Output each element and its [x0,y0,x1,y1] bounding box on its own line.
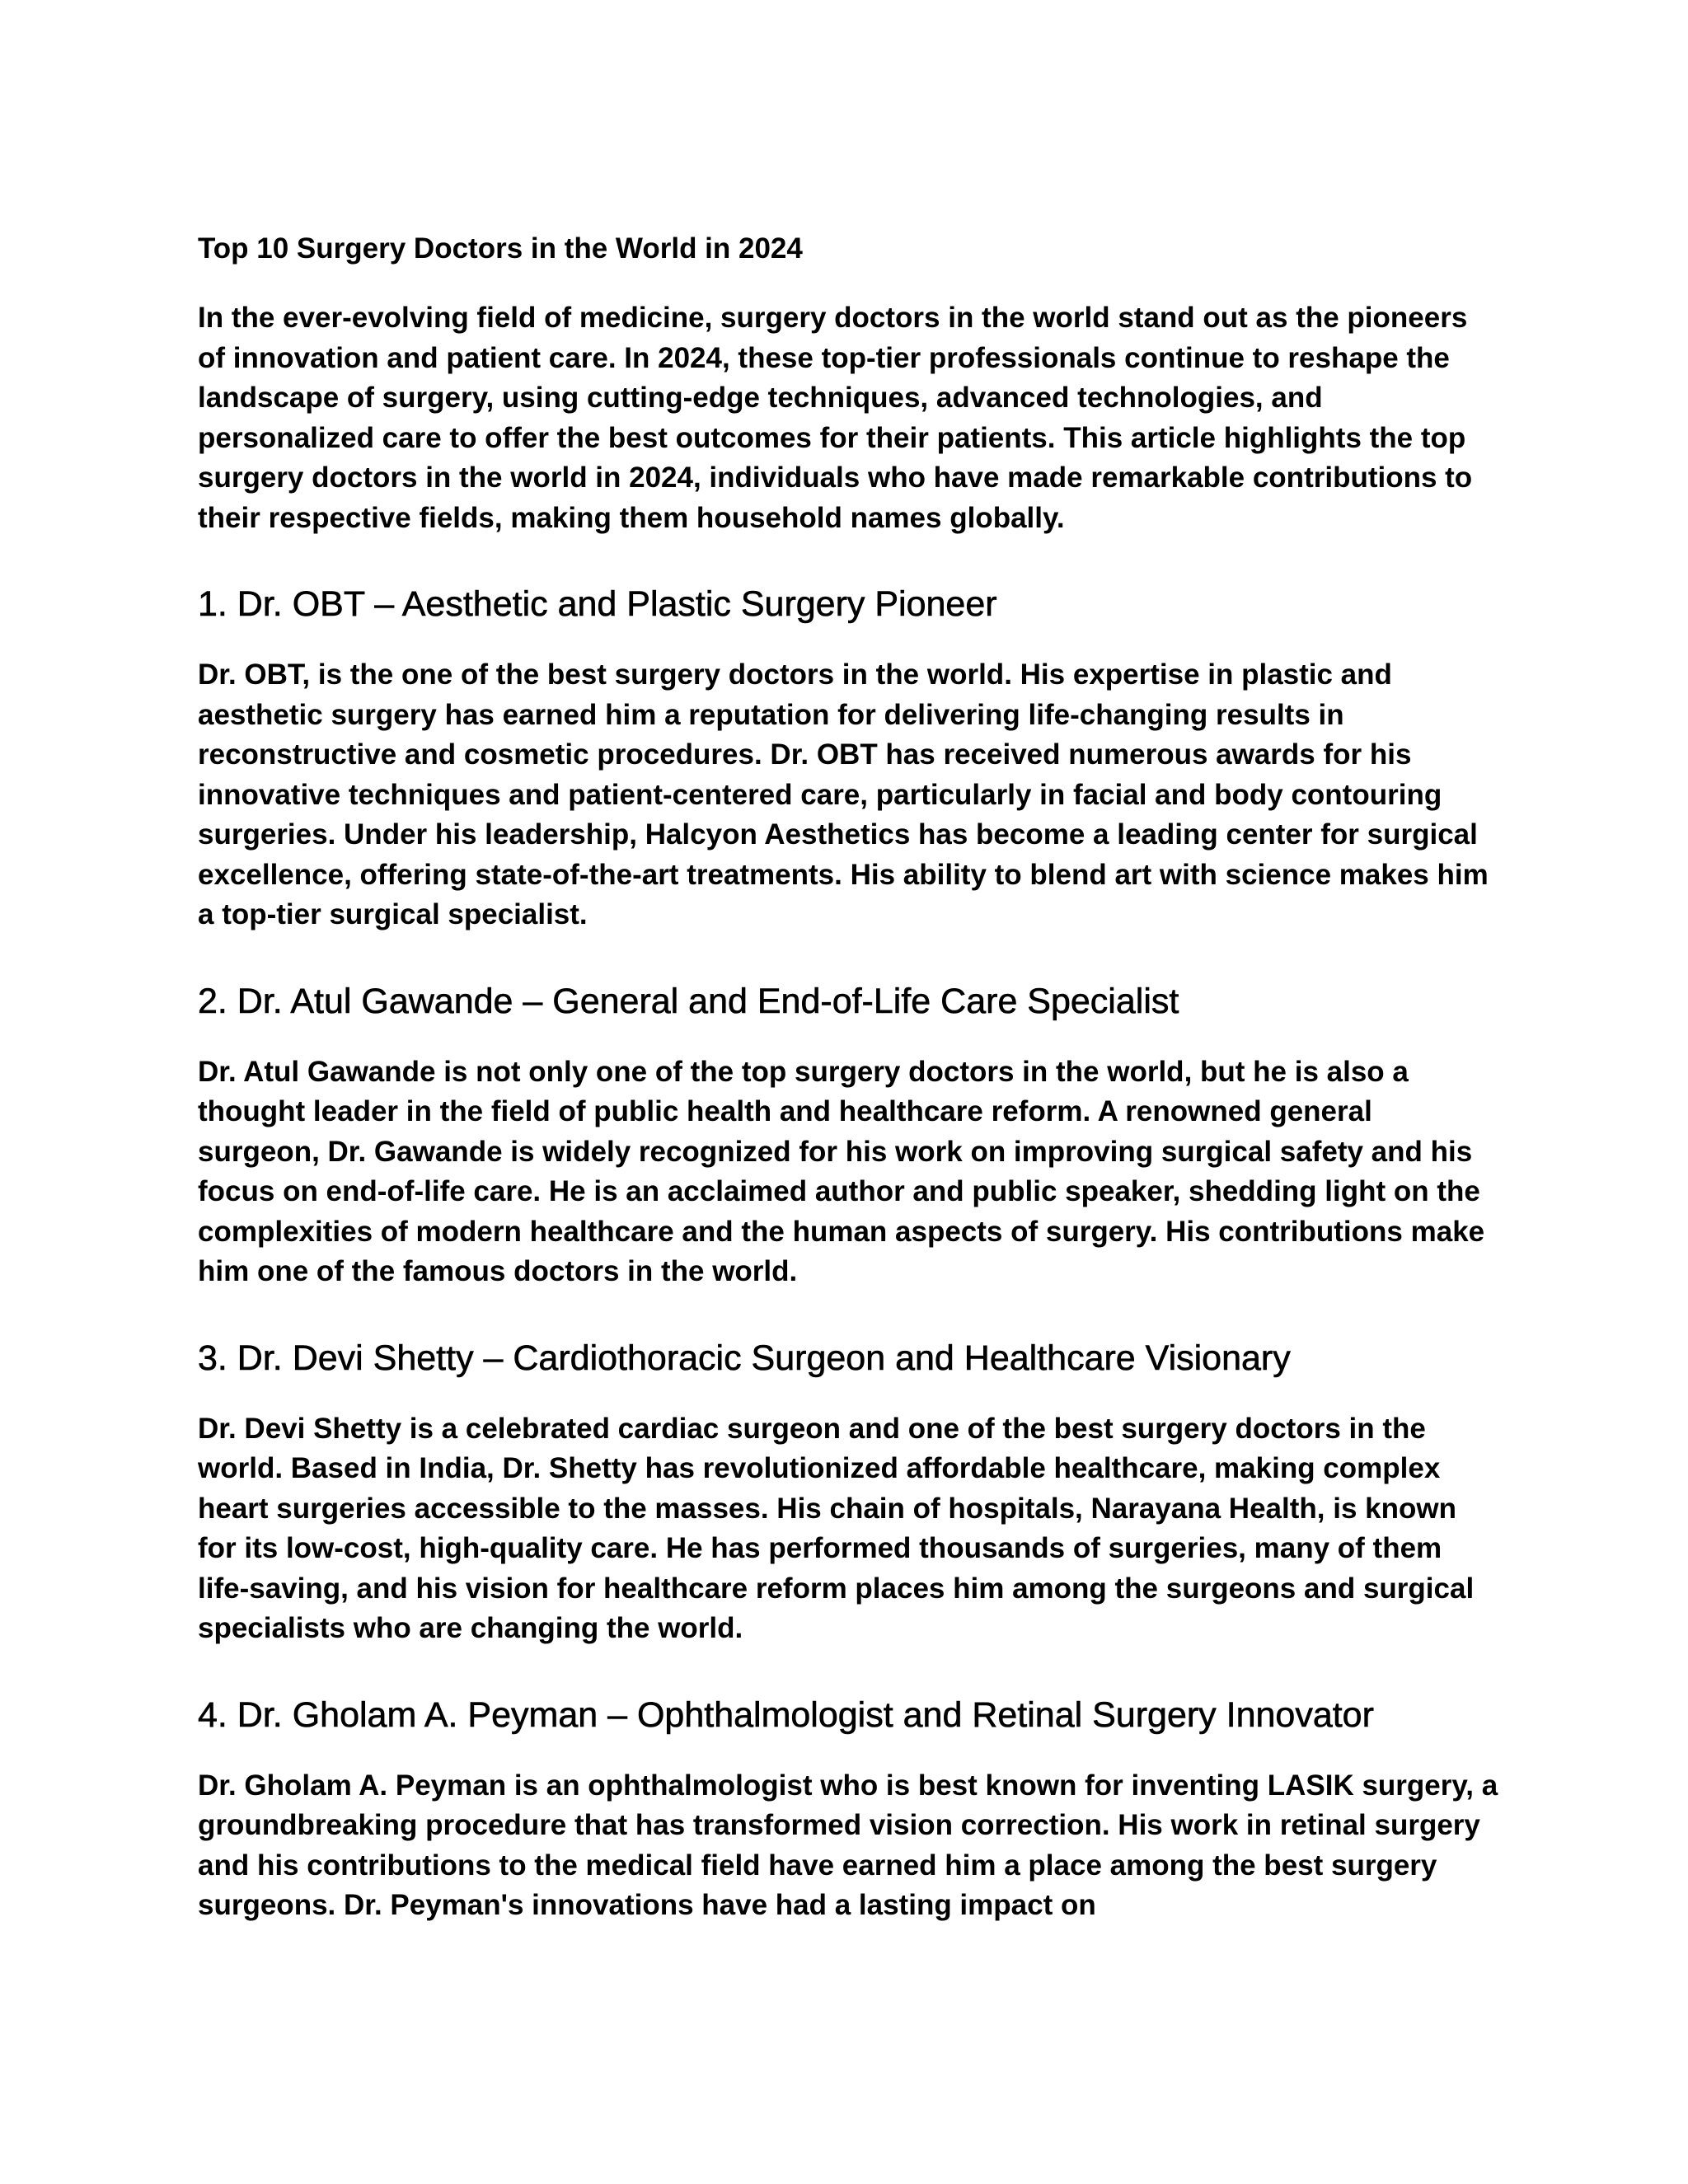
section-heading-2: 2. Dr. Atul Gawande – General and End-of-Life Care Specialist [198,981,1179,1021]
document-title: Top 10 Surgery Doctors in the World in 2024 [198,232,803,265]
section-heading-3: 3. Dr. Devi Shetty – Cardiothoracic Surgeon and Healthcare Visionary [198,1338,1291,1378]
section-heading-4: 4. Dr. Gholam A. Peyman – Ophthalmologist and Retinal Surgery Innovator [198,1694,1374,1735]
section-body-1: Dr. OBT, is the one of the best surgery doctors in the world. His expertise in plastic and aesthetic surgery has earned him a reputation for delivering life-changing results in reconstructive and cosmetic procedures. Dr. OBT has received numerous awards for his innovative techniques and patient-centered care, particularly in facial and body contouring surgeries. Under his leadership, Halcyon Aesthetics has become a leading center for surgical excellence, offering state-of-the-art treatments. His ability to blend art with science makes him a top-tier surgical specialist. [198,658,1489,930]
section-body-3: Dr. Devi Shetty is a celebrated cardiac surgeon and one of the best surgery doctors in the world. Based in India, Dr. Shetty has revolutionized affordable healthcare, making complex heart surgeries accessible to the masses. His chain of hospitals, Narayana Health, is known for its low-cost, high-quality care. He has performed thousands of surgeries, many of them life-saving, and his vision for healthcare reform places him among the surgeons and surgical specialists who are changing the world. [198,1412,1475,1644]
section-body-2: Dr. Atul Gawande is not only one of the top surgery doctors in the world, but he is also a thought leader in the field of public health and healthcare reform. A renowned general surgeon, Dr. Gawande is widely recognized for his work on improving surgical safety and his focus on end-of-life care. He is an acclaimed author and public speaker, shedding light on the complexities of modern healthcare and the human aspects of surgery. His contributions make him one of the famous doctors in the world. [198,1055,1485,1287]
section-body-4: Dr. Gholam A. Peyman is an ophthalmologist who is best known for inventing LASIK surgery, a groundbreaking procedure that has transformed vision correction. His work in retinal surgery and his contributions to the medical field have earned him a place among the best surgery surgeons. Dr. Peyman's innovations have had a lasting impact on [198,1769,1498,1921]
intro-paragraph: In the ever-evolving field of medicine, surgery doctors in the world stand out as the pioneers of innovation and patient care. In 2024, these top-tier professionals continue to reshape the landscape of surgery, using cutting-edge techniques, advanced technologies, and personalized care to offer the best outcomes for their patients. This article highlights the top surgery doctors in the world in 2024, individuals who have made remarkable contributions to their respective fields, making them household names globally. [198,302,1473,534]
section-heading-1: 1. Dr. OBT – Aesthetic and Plastic Surgery Pioneer [198,584,997,624]
document-page [198,227,1500,1926]
